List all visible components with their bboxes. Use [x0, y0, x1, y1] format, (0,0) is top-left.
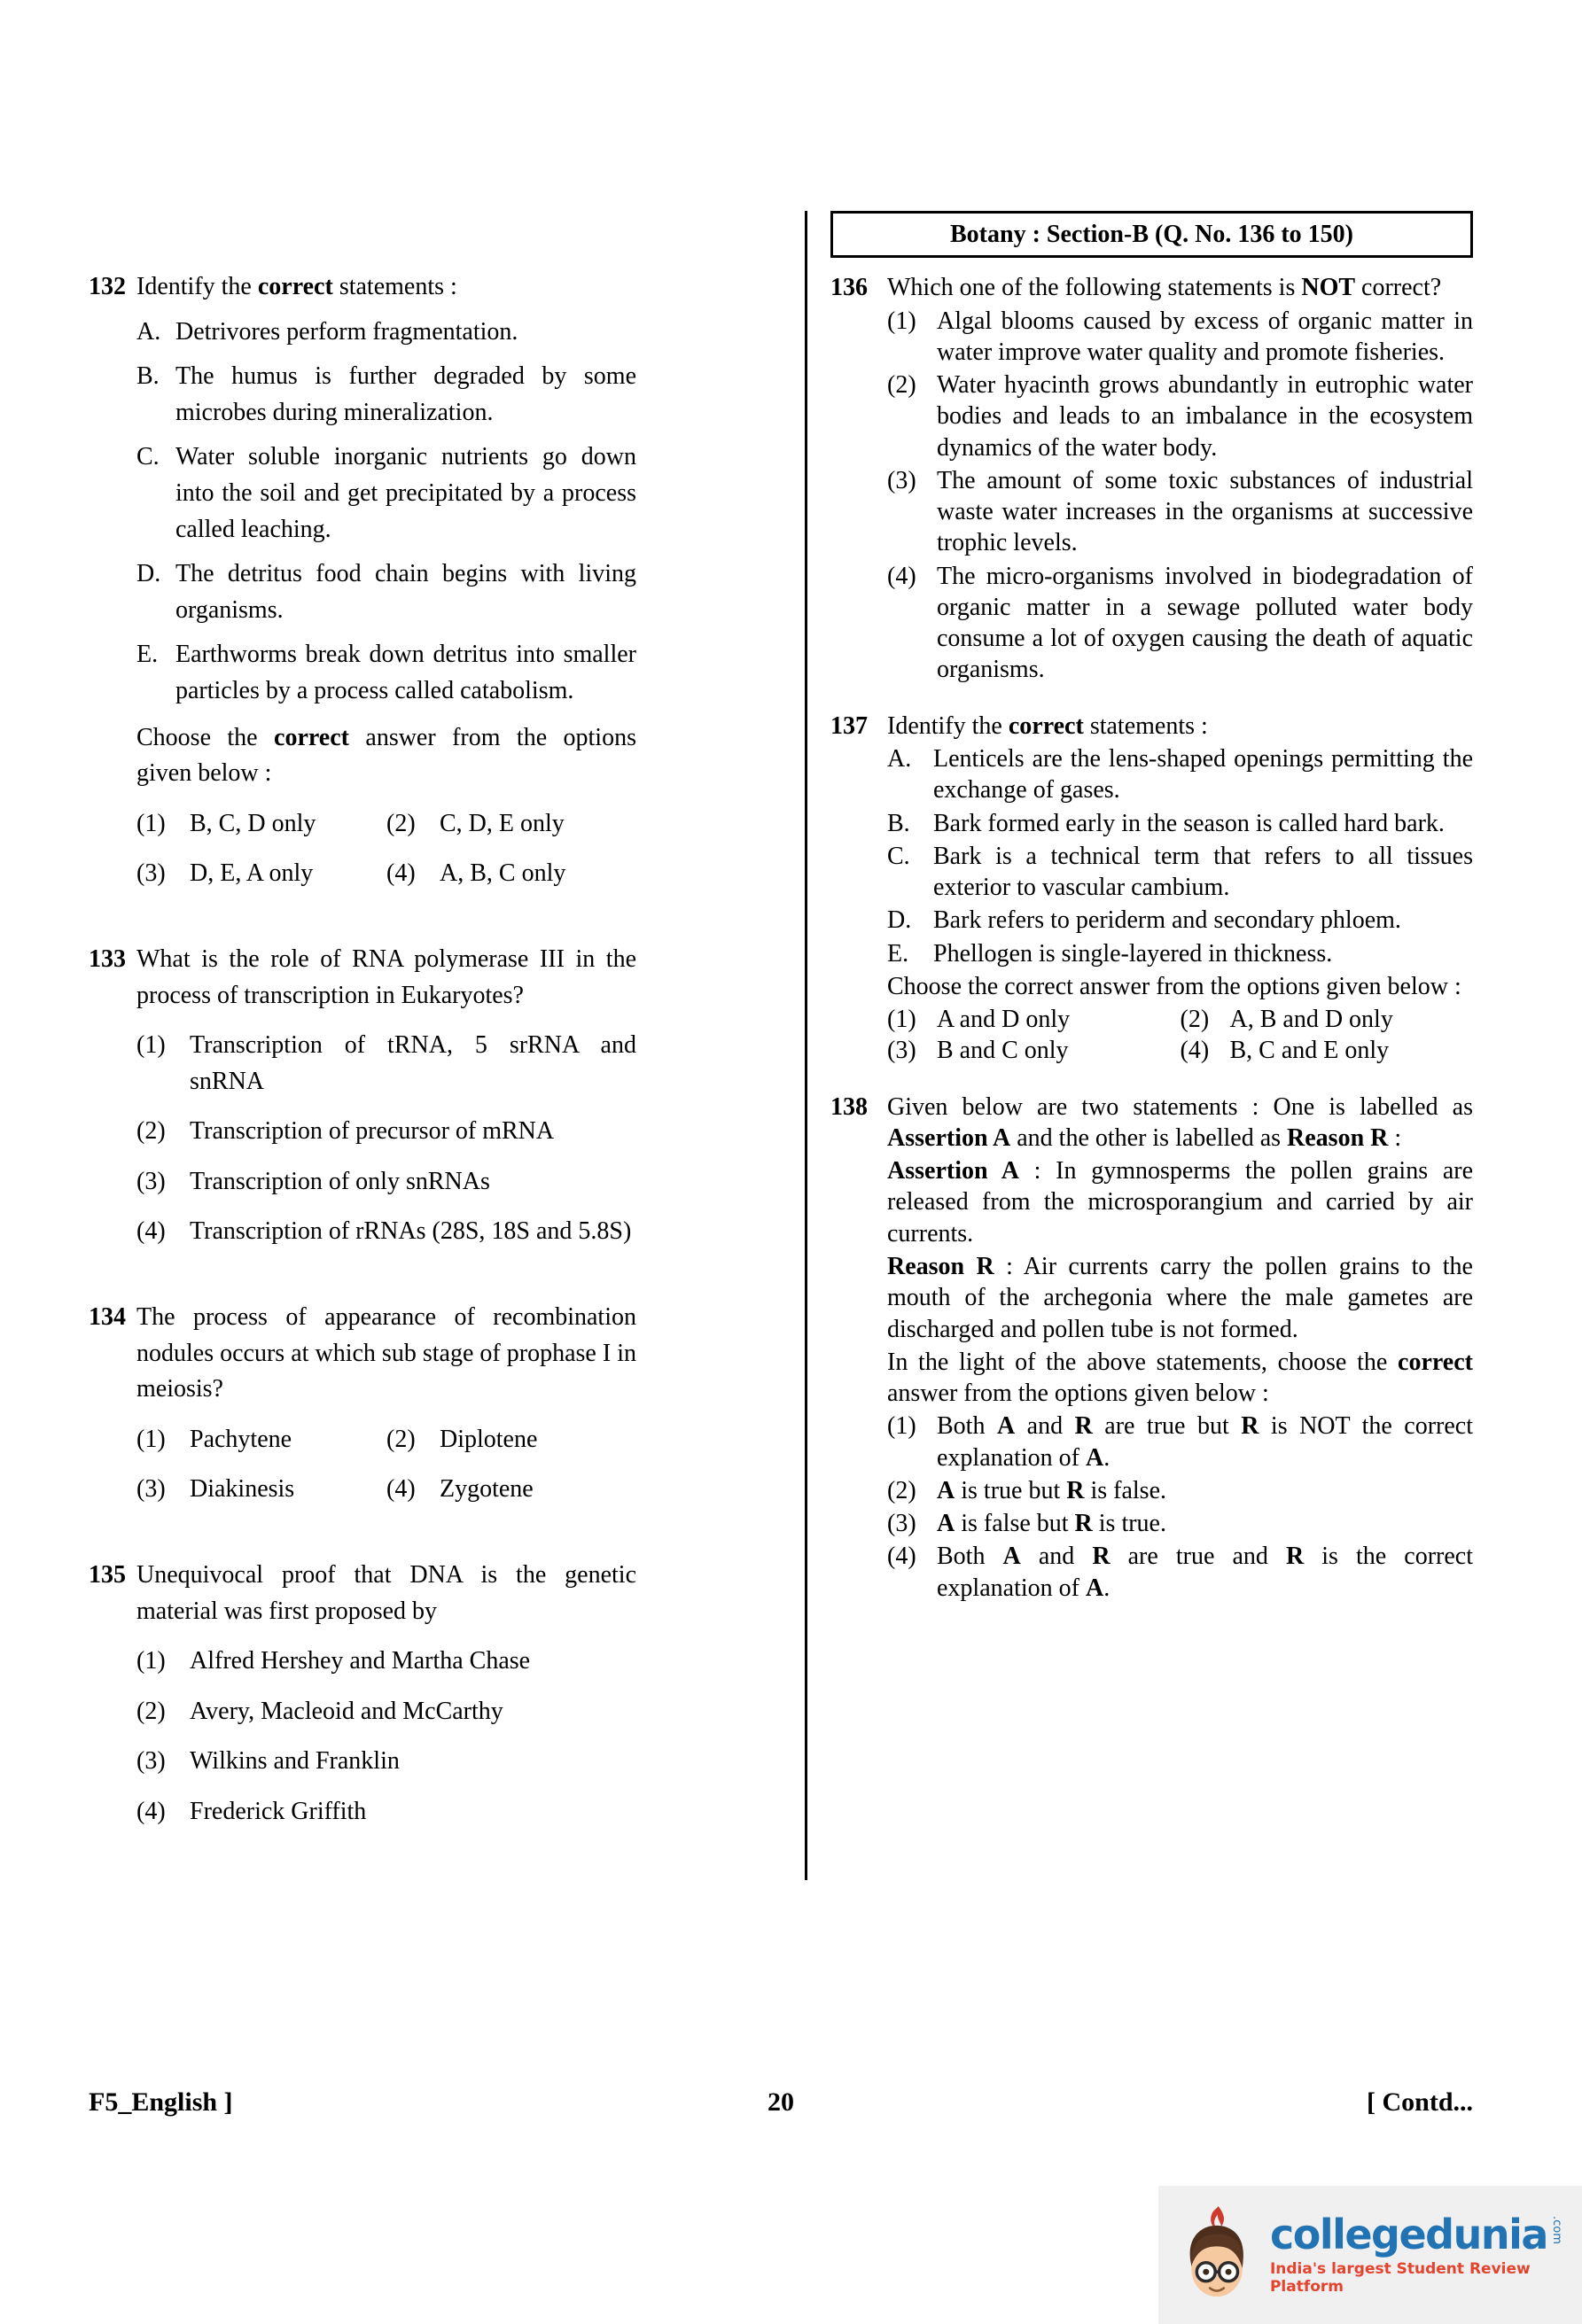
- option-3: [136, 1164, 636, 1201]
- question-stem: Identify the correct statements :: [887, 711, 1208, 740]
- statement-D: [887, 905, 1473, 936]
- question-paragraph: Assertion A : In gymnosperms the pollen grains are released from the microsporangium and carried by air currents.: [887, 1157, 1473, 1247]
- option-text: B and C only: [937, 1037, 1069, 1065]
- option-3: [887, 1035, 1181, 1066]
- question-stem: Unequivocal proof that DNA is the genetic material was first proposed by: [136, 1561, 636, 1625]
- statement-C: [887, 841, 1473, 904]
- option-1: [136, 1644, 636, 1680]
- option-4: [386, 1472, 636, 1508]
- option-number: (3): [136, 1167, 166, 1195]
- statement-label: E.: [887, 939, 909, 968]
- option-number: (3): [136, 1747, 166, 1776]
- option-3: [136, 856, 386, 892]
- option-number: (2): [386, 1425, 416, 1453]
- option-3: [136, 1472, 386, 1508]
- option-text: Avery, Macleoid and McCarthy: [190, 1697, 503, 1725]
- option-text: A, B and D only: [1229, 1006, 1393, 1034]
- option-3: [887, 465, 1473, 559]
- statement-D: [136, 556, 636, 628]
- footer-page-number: 20: [768, 2087, 794, 2117]
- question-number: 135: [89, 1561, 126, 1589]
- statement-text: The humus is further degraded by some microbes during mineralization.: [175, 362, 636, 426]
- question-number: 138: [830, 1092, 868, 1121]
- option-text: A and D only: [937, 1006, 1071, 1034]
- option-number: (2): [1180, 1006, 1210, 1034]
- option-1: [887, 1004, 1181, 1035]
- statement-label: D.: [136, 560, 161, 588]
- question-136: [830, 272, 1473, 685]
- question-number: 134: [89, 1303, 126, 1332]
- option-4: [1181, 1035, 1474, 1066]
- option-text: Transcription of only snRNAs: [190, 1167, 490, 1195]
- options-row: [887, 1004, 1473, 1035]
- section-header-title: Botany : Section-B (Q. No. 136 to 150): [950, 221, 1353, 248]
- statement-label: B.: [887, 809, 910, 837]
- option-text: Zygotene: [440, 1475, 534, 1504]
- option-4: [386, 856, 636, 892]
- option-number: (4): [136, 1798, 166, 1825]
- options-row: [136, 1422, 636, 1458]
- statement-C: [136, 439, 636, 548]
- left-column-questions: [89, 269, 636, 1830]
- option-4: [887, 561, 1473, 686]
- footer-contd-label: [ Contd...: [1366, 2087, 1473, 2117]
- question-paragraph: In the light of the above statements, choose the correct answer from the options given below :: [887, 1348, 1473, 1408]
- collegedunia-logo: [1158, 2186, 1582, 2324]
- option-text: Diplotene: [440, 1425, 538, 1453]
- option-number: (2): [136, 1697, 166, 1725]
- option-number: (1): [887, 1006, 916, 1034]
- option-number: (3): [887, 1037, 916, 1065]
- options-row: [136, 856, 636, 892]
- statement-text: Lenticels are the lens-shaped openings permitting the exchange of gases.: [933, 744, 1473, 804]
- option-text: Algal blooms caused by excess of organic matter in water improve water quality and promote fisheries.: [937, 307, 1473, 366]
- option-2: [386, 806, 636, 843]
- option-text: The amount of some toxic substances of industrial waste water increases in the organisms at successive trophic levels.: [937, 466, 1473, 557]
- option-number: (4): [386, 1475, 416, 1504]
- right-column-questions: [830, 272, 1473, 1604]
- option-text: Both A and R are true and R is the correct explanation of A.: [937, 1543, 1473, 1602]
- option-2: [887, 369, 1473, 463]
- option-1: [136, 1422, 386, 1458]
- question-134: [89, 1300, 636, 1508]
- option-4: [887, 1541, 1473, 1604]
- statement-label: C.: [136, 443, 160, 471]
- statement-label: B.: [136, 362, 160, 391]
- option-text: Transcription of tRNA, 5 srRNA and snRNA: [190, 1031, 636, 1095]
- statement-label: A.: [887, 744, 912, 773]
- option-text: A is true but R is false.: [937, 1476, 1166, 1504]
- option-number: (1): [136, 1031, 166, 1060]
- option-2: [1181, 1004, 1474, 1035]
- option-number: (1): [887, 307, 916, 335]
- footer-booklet-code: F5_English ]: [89, 2087, 233, 2117]
- option-number: (1): [887, 1412, 916, 1441]
- option-text: C, D, E only: [440, 809, 565, 837]
- option-number: (4): [386, 859, 416, 888]
- question-stem: Which one of the following statements is NOT correct?: [887, 274, 1442, 302]
- question-paragraph: Choose the correct answer from the options given below :: [136, 723, 636, 788]
- statement-E: [136, 637, 636, 709]
- right-column: [807, 211, 1473, 1880]
- statement-text: Detrivores perform fragmentation.: [175, 317, 518, 346]
- option-1: [887, 306, 1473, 369]
- options-row: [136, 1472, 636, 1508]
- question-137: [830, 711, 1473, 1067]
- option-number: (4): [136, 1217, 166, 1246]
- statement-A: [887, 743, 1473, 806]
- brand-name: collegedunia: [1269, 2211, 1547, 2258]
- option-1: [136, 1028, 636, 1100]
- brand-text-block: [1269, 2211, 1571, 2296]
- option-text: Both A and R are true but R is NOT the correct explanation of A.: [937, 1412, 1473, 1472]
- statement-B: [136, 359, 636, 431]
- option-text: A, B, C only: [440, 859, 566, 888]
- content-area: [89, 211, 1473, 1880]
- option-text: Frederick Griffith: [190, 1798, 367, 1825]
- left-column: [89, 211, 805, 1880]
- option-number: (4): [887, 562, 916, 590]
- option-number: (3): [136, 1475, 166, 1504]
- option-text: Pachytene: [190, 1425, 292, 1453]
- statement-text: Bark formed early in the season is called hard bark.: [933, 809, 1445, 837]
- question-number: 133: [89, 944, 126, 973]
- option-3: [887, 1508, 1473, 1539]
- option-number: (4): [887, 1543, 916, 1571]
- option-2: [386, 1422, 636, 1458]
- option-text: B, C, D only: [190, 809, 316, 837]
- question-number: 136: [830, 274, 868, 302]
- question-138: [830, 1092, 1473, 1604]
- statement-label: C.: [887, 842, 910, 870]
- option-number: (2): [136, 1117, 166, 1146]
- question-stem: Identify the correct statements :: [136, 273, 457, 300]
- option-4: [136, 1794, 636, 1830]
- option-text: Alfred Hershey and Martha Chase: [190, 1647, 531, 1675]
- option-2: [136, 1114, 636, 1150]
- question-number: 137: [830, 711, 868, 740]
- option-2: [136, 1694, 636, 1730]
- option-text: The micro-organisms involved in biodegradation of organic matter in a sewage polluted water body consume a lot of oxygen causing the death of aquatic organisms.: [937, 562, 1473, 684]
- option-text: Transcription of precursor of mRNA: [190, 1117, 555, 1146]
- statement-label: D.: [887, 906, 912, 935]
- option-number: (3): [887, 1510, 916, 1538]
- option-number: (2): [386, 809, 416, 837]
- option-text: D, E, A only: [190, 859, 314, 888]
- statement-text: Phellogen is single-layered in thickness.: [933, 939, 1333, 968]
- question-stem: What is the role of RNA polymerase III in the process of transcription in Eukaryotes?: [136, 944, 636, 1009]
- question-paragraph: Choose the correct answer from the options given below :: [887, 972, 1461, 1000]
- statement-label: E.: [136, 641, 159, 669]
- question-133: [89, 942, 636, 1250]
- option-number: (1): [136, 809, 166, 837]
- option-3: [136, 1744, 636, 1780]
- option-number: (2): [887, 1476, 916, 1504]
- option-text: Water hyacinth grows abundantly in eutrophic water bodies and leads to an imbalance in the ecosystem dynamics of the water body.: [937, 371, 1473, 462]
- option-text: Wilkins and Franklin: [190, 1747, 400, 1776]
- question-number: 132: [89, 273, 126, 300]
- option-2: [887, 1475, 1473, 1506]
- option-text: A is false but R is true.: [937, 1510, 1166, 1538]
- statement-label: A.: [136, 317, 161, 346]
- statement-text: Earthworms break down detritus into smaller particles by a process called catabolism.: [175, 641, 636, 704]
- option-number: (1): [136, 1425, 166, 1453]
- question-stem: The process of appearance of recombination nodules occurs at which sub stage of prophase I in meiosis?: [136, 1303, 636, 1403]
- option-text: Transcription of rRNAs (28S, 18S and 5.8S): [190, 1217, 632, 1246]
- statement-A: [136, 315, 636, 351]
- question-stem: Given below are two statements : One is labelled as Assertion A and the other is labelled as Reason R :: [887, 1092, 1473, 1152]
- option-text: Diakinesis: [190, 1475, 295, 1504]
- mascot-icon: [1174, 2198, 1259, 2312]
- statement-text: The detritus food chain begins with living organisms.: [175, 560, 636, 624]
- option-1: [136, 806, 386, 843]
- options-row: [136, 806, 636, 843]
- option-number: (3): [136, 859, 166, 888]
- page-footer: [89, 2087, 1473, 2118]
- question-paragraph: Reason R : Air currents carry the pollen grains to the mouth of the archegonia where the male gametes are discharged and pollen tube is not formed.: [887, 1252, 1473, 1343]
- option-number: (3): [887, 466, 916, 494]
- statement-B: [887, 808, 1473, 839]
- option-1: [887, 1411, 1473, 1473]
- option-4: [136, 1214, 636, 1250]
- statement-text: Water soluble inorganic nutrients go down into the soil and get precipitated by a process called leaching.: [175, 443, 636, 543]
- statement-E: [887, 938, 1473, 969]
- statement-text: Bark refers to periderm and secondary phloem.: [933, 906, 1401, 935]
- brand-name-row: [1269, 2211, 1571, 2258]
- question-135: [89, 1558, 636, 1830]
- statement-text: Bark is a technical term that refers to all tissues exterior to vascular cambium.: [933, 842, 1473, 902]
- option-text: B, C and E only: [1229, 1037, 1390, 1065]
- options-row: [887, 1035, 1473, 1066]
- option-number: (2): [887, 371, 916, 400]
- option-number: (4): [1180, 1037, 1210, 1065]
- option-number: (1): [136, 1647, 166, 1675]
- brand-tagline: India's largest Student Review Platform: [1269, 2260, 1531, 2296]
- section-header-box: [830, 211, 1473, 258]
- brand-suffix: .com: [1549, 2216, 1563, 2244]
- question-132: [89, 269, 636, 892]
